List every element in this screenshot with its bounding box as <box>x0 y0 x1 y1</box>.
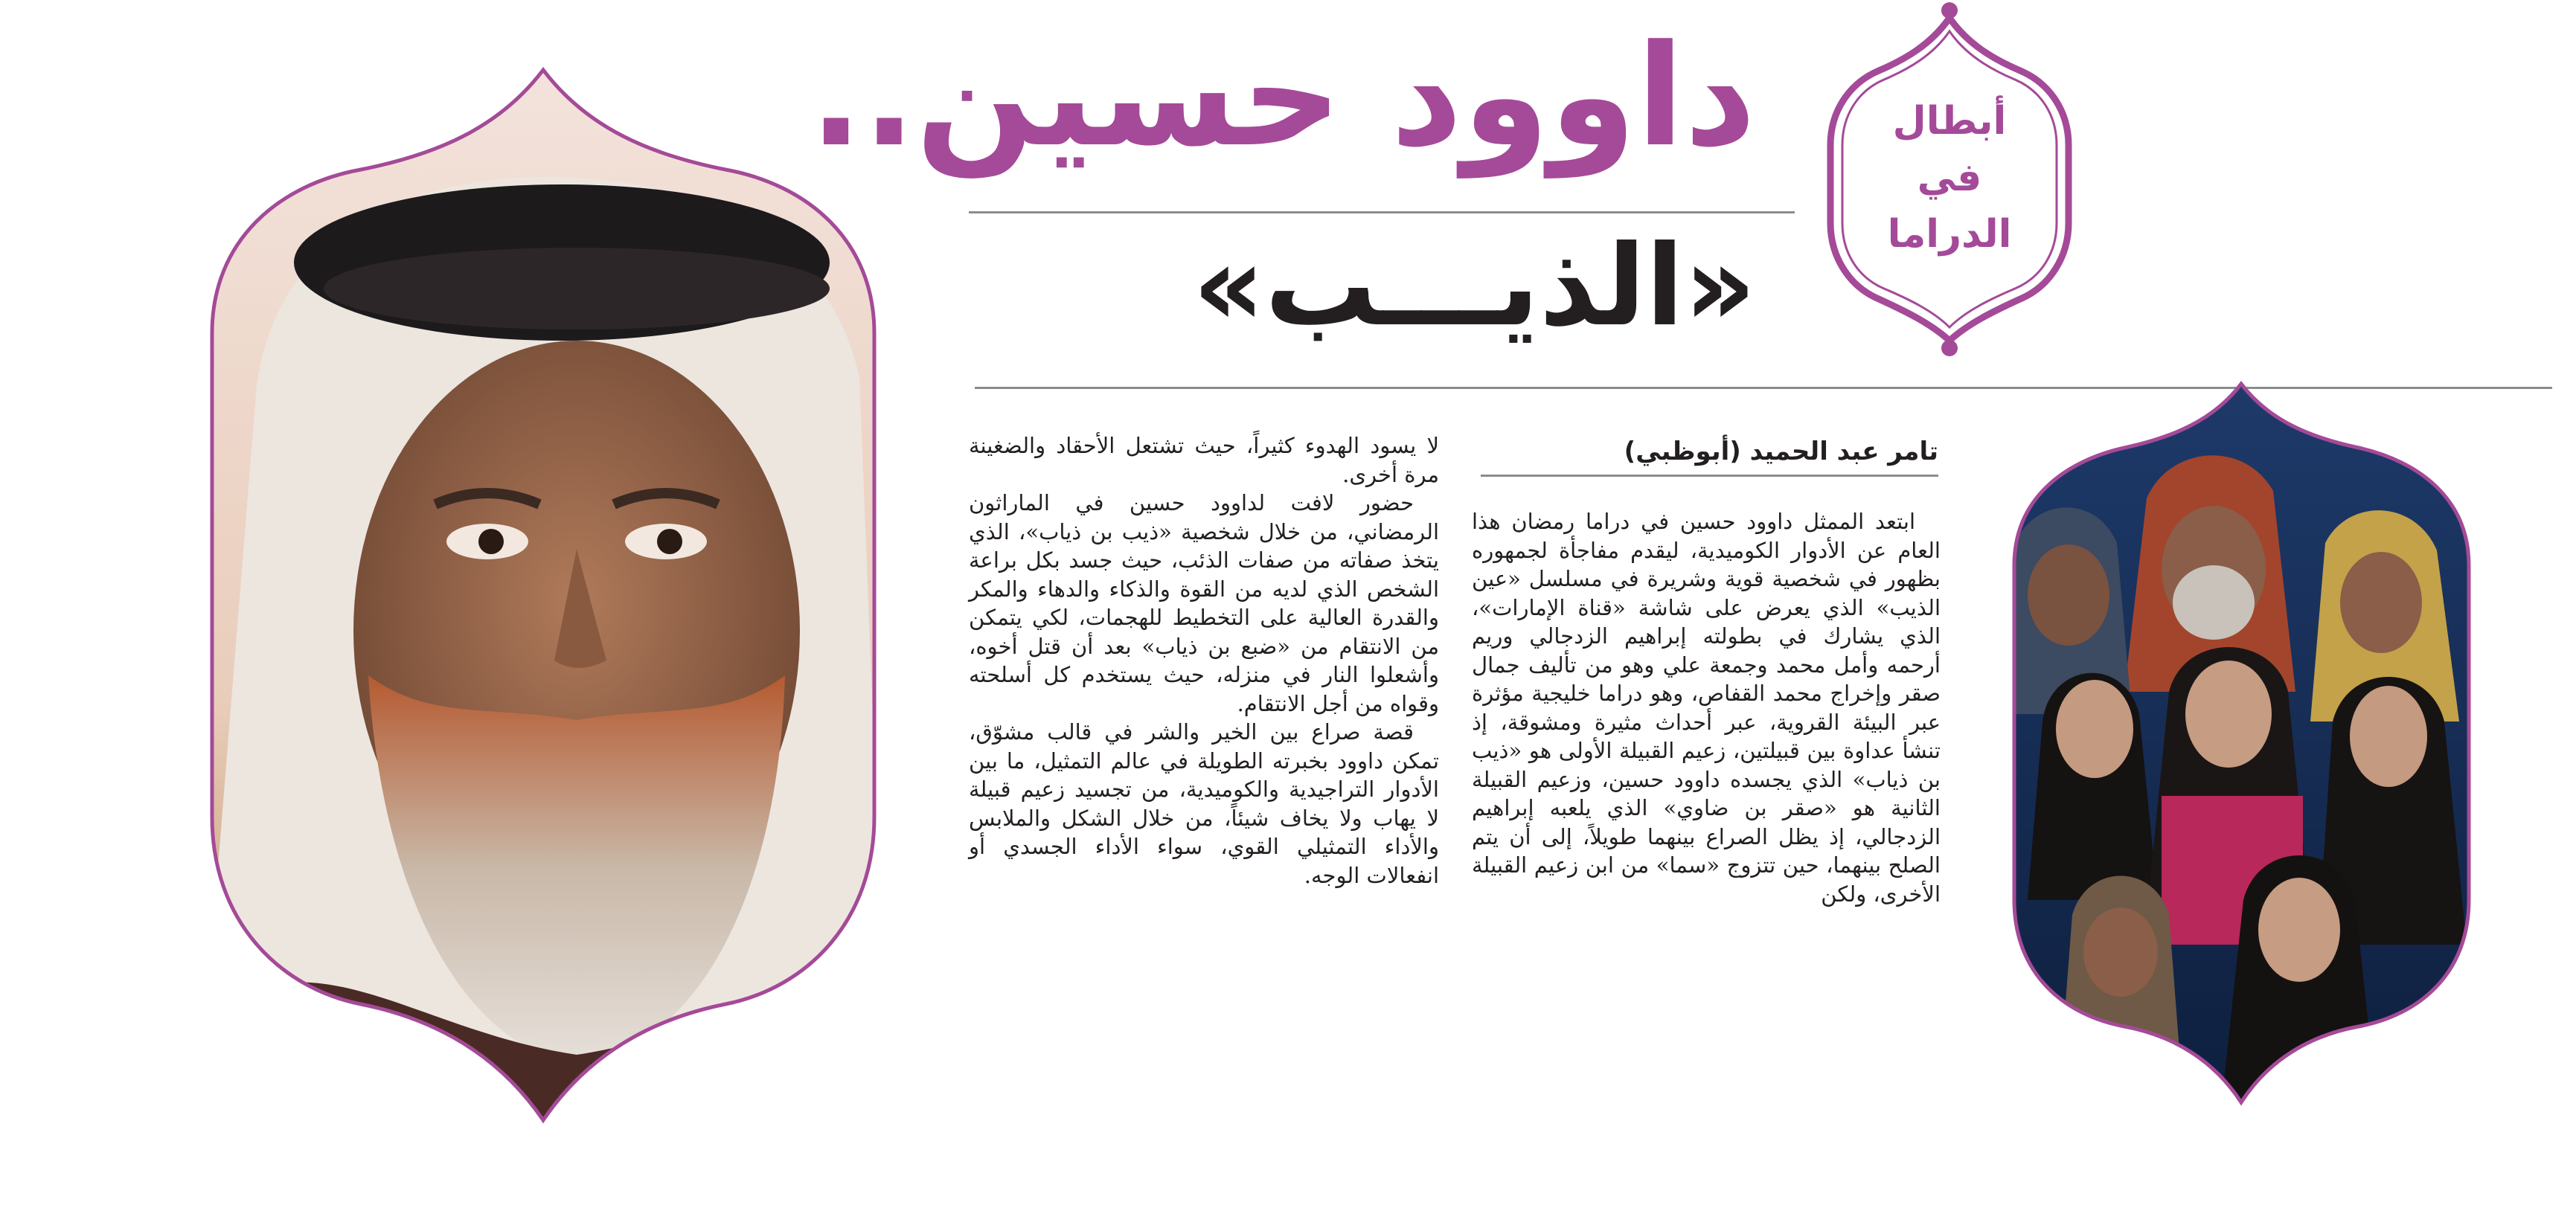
badge-line-3: الدراما <box>1887 212 2012 257</box>
author-byline: تامر عبد الحميد (أبوظبي) <box>1624 437 1938 466</box>
badge-line-2: في <box>1917 155 1982 200</box>
paragraph: قصة صراع بين الخير والشر في قالب مشوّق، تمكن داوود بخبرته الطويلة في عالم التمثيل، ما بين الأدوار التراجيدية والكوميدية، من تجسيد زعيم قبيلة لا يهاب ولا يخاف شيئاً، من خلال الشكل والملابس والأداء التمثيلي القوي، سواء الأداء الجسدي أو انفعالات الوجه. <box>969 719 1439 888</box>
headline-title: داوود حسين.. <box>809 15 1756 178</box>
title-divider <box>969 211 1795 213</box>
paragraph: ابتعد الممثل داوود حسين في دراما رمضان هذا العام عن الأدوار الكوميدية، ليقدم مفاجأة لجمهوره بظهور في شخصية قوية وشريرة في مسلسل «عين الذيب» الذي يعرض على شاشة «قناة الإمارات»، الذي يشارك في بطولته إبراهيم الزدجالي وريم أرحمه وأمل محمد وجمعة علي وهو من تأليف جمال صقر وإخراج محمد القفاص، وهو دراما خليجية مؤثرة عبر البيئة القروية، عبر أحداث مثيرة ومشوقة، إذ تنشأ عداوة بين قبيلتين، زعيم القبيلة الأولى هو «ذيب بن ذياب» الذي يجسده داوود حسين، وزعيم القبيلة الثانية هو «صقر بن ضاوي» الذي يلعبه إبراهيم الزدجالي، إذ يظل الصراع بينهما طويلاً، إلى أن يتم الصلح بينهما، حين تتزوج «سما» من ابن زعيم القبيلة الأخرى، ولكن <box>1472 509 1941 907</box>
section-badge <box>1838 93 2061 263</box>
headline-subtitle: «الذيـــب» <box>1192 222 1756 351</box>
badge-line-1: أبطال <box>1892 99 2007 144</box>
article-column-left <box>969 431 1439 890</box>
article-column-right <box>1472 507 1941 908</box>
paragraph: حضور لافت لداوود حسين في الماراثون الرمضاني، من خلال شخصية «ذيب بن ذياب»، الذي يتخذ صفاته من صفات الذئب، حيث جسد بكل براعة الشخص الذي لديه من القوة والذكاء والدهاء والمكر والقدرة العالية على التخطيط للهجمات، لكي يتمكن من الانتقام من «ضبع بن ذياب» بعد أن قتل أخوه، وأشعلوا النار في منزله، حيث يستخدم كل أسلحته وقواه من أجل الانتقام. <box>969 490 1439 716</box>
cast-photo <box>1998 379 2485 1108</box>
byline-divider <box>1481 475 1938 477</box>
portrait-photo <box>190 65 897 1125</box>
paragraph: لا يسود الهدوء كثيراً، حيث تشتعل الأحقاد والضغينة مرة أخرى. <box>969 433 1439 487</box>
